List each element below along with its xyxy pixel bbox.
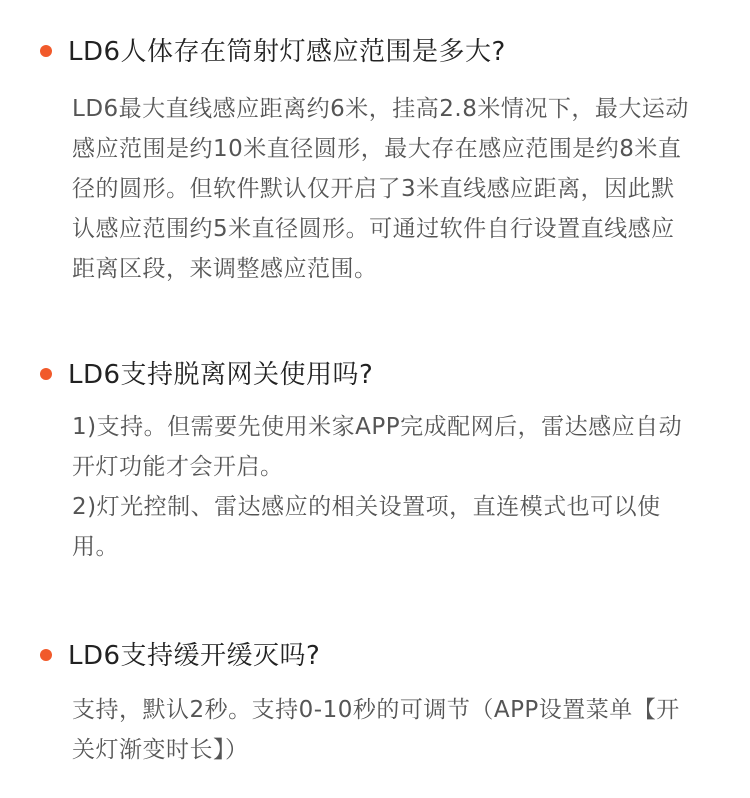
faq-answer: [72, 407, 692, 567]
faq-answer: [72, 690, 692, 770]
faq-answer: [72, 89, 692, 289]
faq-question: [0, 636, 750, 676]
bullet-dot-icon: [40, 368, 52, 380]
faq-question: [0, 32, 750, 72]
faq-question: [0, 355, 750, 395]
question-text: LD6人体存在筒射灯感应范围是多大?: [68, 37, 506, 67]
question-text: LD6支持缓开缓灭吗?: [68, 641, 321, 671]
question-text: LD6支持脱离网关使用吗?: [68, 360, 374, 390]
bullet-dot-icon: [40, 649, 52, 661]
bullet-dot-icon: [40, 45, 52, 57]
answer-paragraph: LD6最大直线感应距离约6米，挂高2.8米情况下，最大运动感应范围是约10米直径圆形，最大存在感应范围是约8米直径的圆形。但软件默认仅开启了3米直线感应距离，因此默认感应范围约5米直径圆形。可通过软件自行设置直线感应距离区段，来调整感应范围。: [72, 96, 689, 282]
answer-paragraph: 2)灯光控制、雷达感应的相关设置项，直连模式也可以使用。: [72, 494, 661, 560]
answer-paragraph: 支持，默认2秒。支持0-10秒的可调节（APP设置菜单【开关灯渐变时长】）: [72, 697, 680, 763]
answer-paragraph: 1)支持。但需要先使用米家APP完成配网后，雷达感应自动开灯功能才会开启。: [72, 414, 683, 480]
